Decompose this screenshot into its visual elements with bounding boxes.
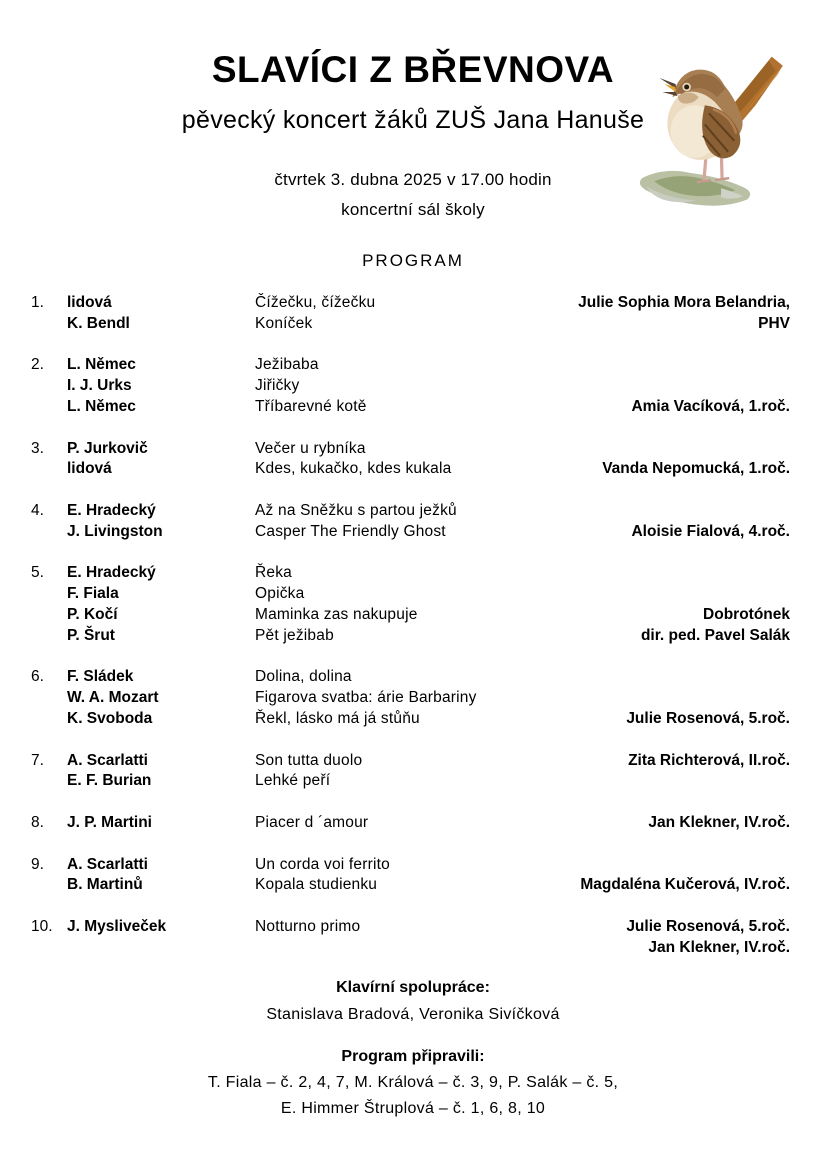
item-number bbox=[31, 626, 67, 647]
item-number bbox=[31, 605, 67, 626]
piece-title: Večer u rybníka bbox=[255, 439, 366, 457]
performer-name: Aloisie Fialová, 4.roč. bbox=[631, 522, 790, 540]
program-line bbox=[31, 584, 790, 605]
performer-name: Vanda Nepomucká, 1.roč. bbox=[602, 460, 790, 478]
composer-name: lidová bbox=[67, 294, 112, 311]
piece-title: Figarova svatba: árie Barbariny bbox=[255, 689, 477, 707]
program-line bbox=[31, 709, 790, 730]
piece-title: Tříbarevné kotě bbox=[255, 397, 367, 415]
composer-name: E. F. Burian bbox=[67, 772, 152, 790]
item-number bbox=[31, 459, 67, 480]
piece-title: Maminka zas nakupuje bbox=[255, 605, 418, 623]
program-line bbox=[31, 293, 790, 314]
piece-title: Jiřičky bbox=[255, 377, 300, 395]
piece-title: Son tutta duolo bbox=[255, 751, 363, 769]
piece-title: Ježibaba bbox=[255, 356, 319, 374]
program-item-5 bbox=[31, 563, 790, 646]
item-number: 9. bbox=[31, 855, 44, 873]
piece-title: Řeka bbox=[255, 564, 292, 582]
performer-name: Julie Rosenová, 5.roč. bbox=[626, 917, 790, 935]
performer-name: Julie Sophia Mora Belandria, bbox=[578, 294, 790, 311]
item-number: 3. bbox=[31, 439, 44, 457]
program-heading: PROGRAM bbox=[362, 251, 464, 270]
performer-name: Dobrotónek bbox=[703, 605, 790, 623]
program-item-10 bbox=[31, 917, 790, 959]
composer-name: E. Hradecký bbox=[67, 564, 156, 582]
item-number: 10. bbox=[31, 917, 53, 935]
composer-name: A. Scarlatti bbox=[67, 751, 148, 769]
piece-title: Koníček bbox=[255, 314, 313, 332]
item-number bbox=[31, 709, 67, 730]
item-number bbox=[31, 314, 67, 335]
program-item-7 bbox=[31, 751, 790, 793]
event-date: čtvrtek 3. dubna 2025 v 17.00 hodin bbox=[274, 170, 552, 189]
program-line bbox=[31, 938, 790, 959]
program-line bbox=[31, 376, 790, 397]
performer-name: Zita Richterová, II.roč. bbox=[628, 751, 790, 769]
program-line bbox=[31, 355, 790, 376]
composer-name: L. Němec bbox=[67, 356, 136, 374]
piano-collaboration-names: Stanislava Bradová, Veronika Sivíčková bbox=[266, 1006, 560, 1024]
subtitle: pěvecký koncert žáků ZUŠ Jana Hanuše bbox=[181, 106, 645, 134]
piece-title bbox=[255, 938, 648, 959]
item-number bbox=[31, 522, 67, 543]
piece-title: Řekl, lásko má já stůňu bbox=[255, 709, 420, 727]
piece-title: Notturno primo bbox=[255, 917, 361, 935]
item-number bbox=[31, 376, 67, 397]
composer-name: lidová bbox=[67, 460, 112, 478]
program-line bbox=[31, 439, 790, 460]
piece-title: Lehké peří bbox=[255, 772, 331, 790]
program-prepared-heading: Program připravili: bbox=[341, 1048, 485, 1066]
composer-name: L. Němec bbox=[67, 397, 136, 415]
piece-title: Až na Sněžku s partou ježků bbox=[255, 501, 457, 519]
program-line bbox=[31, 667, 790, 688]
item-number: 5. bbox=[31, 564, 44, 582]
program-line bbox=[31, 605, 790, 626]
piece-title: Un corda voi ferrito bbox=[255, 855, 390, 873]
composer-name: F. Fiala bbox=[67, 585, 119, 603]
item-number: 8. bbox=[31, 813, 44, 831]
composer-name: K. Bendl bbox=[67, 314, 130, 332]
composer-name: P. Jurkovič bbox=[67, 439, 148, 457]
program-line bbox=[31, 459, 790, 480]
program-line bbox=[31, 501, 790, 522]
performer-name: PHV bbox=[758, 314, 790, 332]
composer-name: I. J. Urks bbox=[67, 377, 132, 395]
composer-name: E. Hradecký bbox=[67, 501, 156, 519]
piece-title: Dolina, dolina bbox=[255, 668, 352, 686]
program-item-6 bbox=[31, 667, 790, 729]
performer-name: Magdaléna Kučerová, IV.roč. bbox=[580, 876, 790, 894]
composer-name: W. A. Mozart bbox=[67, 689, 159, 707]
piece-title: Čížečku, čížečku bbox=[255, 294, 376, 311]
program-line bbox=[31, 563, 790, 584]
program-item-9 bbox=[31, 855, 790, 897]
item-number bbox=[31, 397, 67, 418]
program-line bbox=[31, 397, 790, 418]
footer bbox=[0, 979, 826, 1118]
event-venue: koncertní sál školy bbox=[341, 200, 485, 219]
performer-name: dir. ped. Pavel Salák bbox=[640, 626, 790, 644]
program-line bbox=[31, 917, 790, 938]
program-prepared-line2: E. Himmer Štruplová – č. 1, 6, 8, 10 bbox=[280, 1100, 546, 1118]
item-number: 2. bbox=[31, 356, 44, 374]
piece-title: Kdes, kukačko, kdes kukala bbox=[255, 460, 452, 478]
piece-title: Opička bbox=[255, 585, 305, 603]
program-item-1 bbox=[31, 293, 790, 335]
program-line bbox=[31, 314, 790, 335]
program-item-2 bbox=[31, 355, 790, 417]
composer-name: B. Martinů bbox=[67, 876, 143, 894]
item-number bbox=[31, 688, 67, 709]
item-number: 7. bbox=[31, 751, 44, 769]
composer-name: J. Mysliveček bbox=[67, 917, 167, 935]
item-number bbox=[31, 584, 67, 605]
program-line bbox=[31, 751, 790, 772]
item-number: 6. bbox=[31, 668, 44, 686]
composer-name: J. Livingston bbox=[67, 522, 163, 540]
item-number: 4. bbox=[31, 501, 44, 519]
page-title: SLAVÍCI Z BŘEVNOVA bbox=[211, 49, 615, 90]
program-line bbox=[31, 522, 790, 543]
composer-name: F. Sládek bbox=[67, 668, 134, 686]
item-number: 1. bbox=[31, 294, 44, 311]
nightingale-bird-icon bbox=[634, 44, 796, 212]
piece-title: Casper The Friendly Ghost bbox=[255, 522, 446, 540]
composer-name bbox=[67, 938, 255, 959]
performer-name: Amia Vacíková, 1.roč. bbox=[631, 397, 790, 415]
program-line bbox=[31, 771, 790, 792]
item-number bbox=[31, 875, 67, 896]
item-number bbox=[31, 938, 67, 959]
composer-name: A. Scarlatti bbox=[67, 855, 148, 873]
composer-name: P. Šrut bbox=[67, 626, 115, 644]
piece-title: Piacer d ´amour bbox=[255, 813, 369, 831]
program-line bbox=[31, 813, 790, 834]
program-line bbox=[31, 855, 790, 876]
performer-name: Julie Rosenová, 5.roč. bbox=[626, 709, 790, 727]
program-line bbox=[31, 688, 790, 709]
item-number bbox=[31, 771, 67, 792]
program-item-3 bbox=[31, 439, 790, 481]
performer-name: Jan Klekner, IV.roč. bbox=[648, 938, 790, 956]
composer-name: K. Svoboda bbox=[67, 709, 153, 727]
piece-title: Pět ježibab bbox=[255, 626, 334, 644]
program-line bbox=[31, 875, 790, 896]
performer-name: Jan Klekner, IV.roč. bbox=[648, 813, 790, 831]
program-list bbox=[31, 293, 790, 959]
composer-name: P. Kočí bbox=[67, 605, 118, 623]
program-line bbox=[31, 626, 790, 647]
composer-name: J. P. Martini bbox=[67, 813, 152, 831]
program-item-8 bbox=[31, 813, 790, 834]
piano-collaboration-heading: Klavírní spolupráce: bbox=[336, 979, 490, 997]
program-item-4 bbox=[31, 501, 790, 543]
piece-title: Kopala studienku bbox=[255, 876, 378, 894]
program-prepared-line1: T. Fiala – č. 2, 4, 7, M. Králová – č. 3, 9, P. Salák – č. 5, bbox=[207, 1074, 619, 1092]
